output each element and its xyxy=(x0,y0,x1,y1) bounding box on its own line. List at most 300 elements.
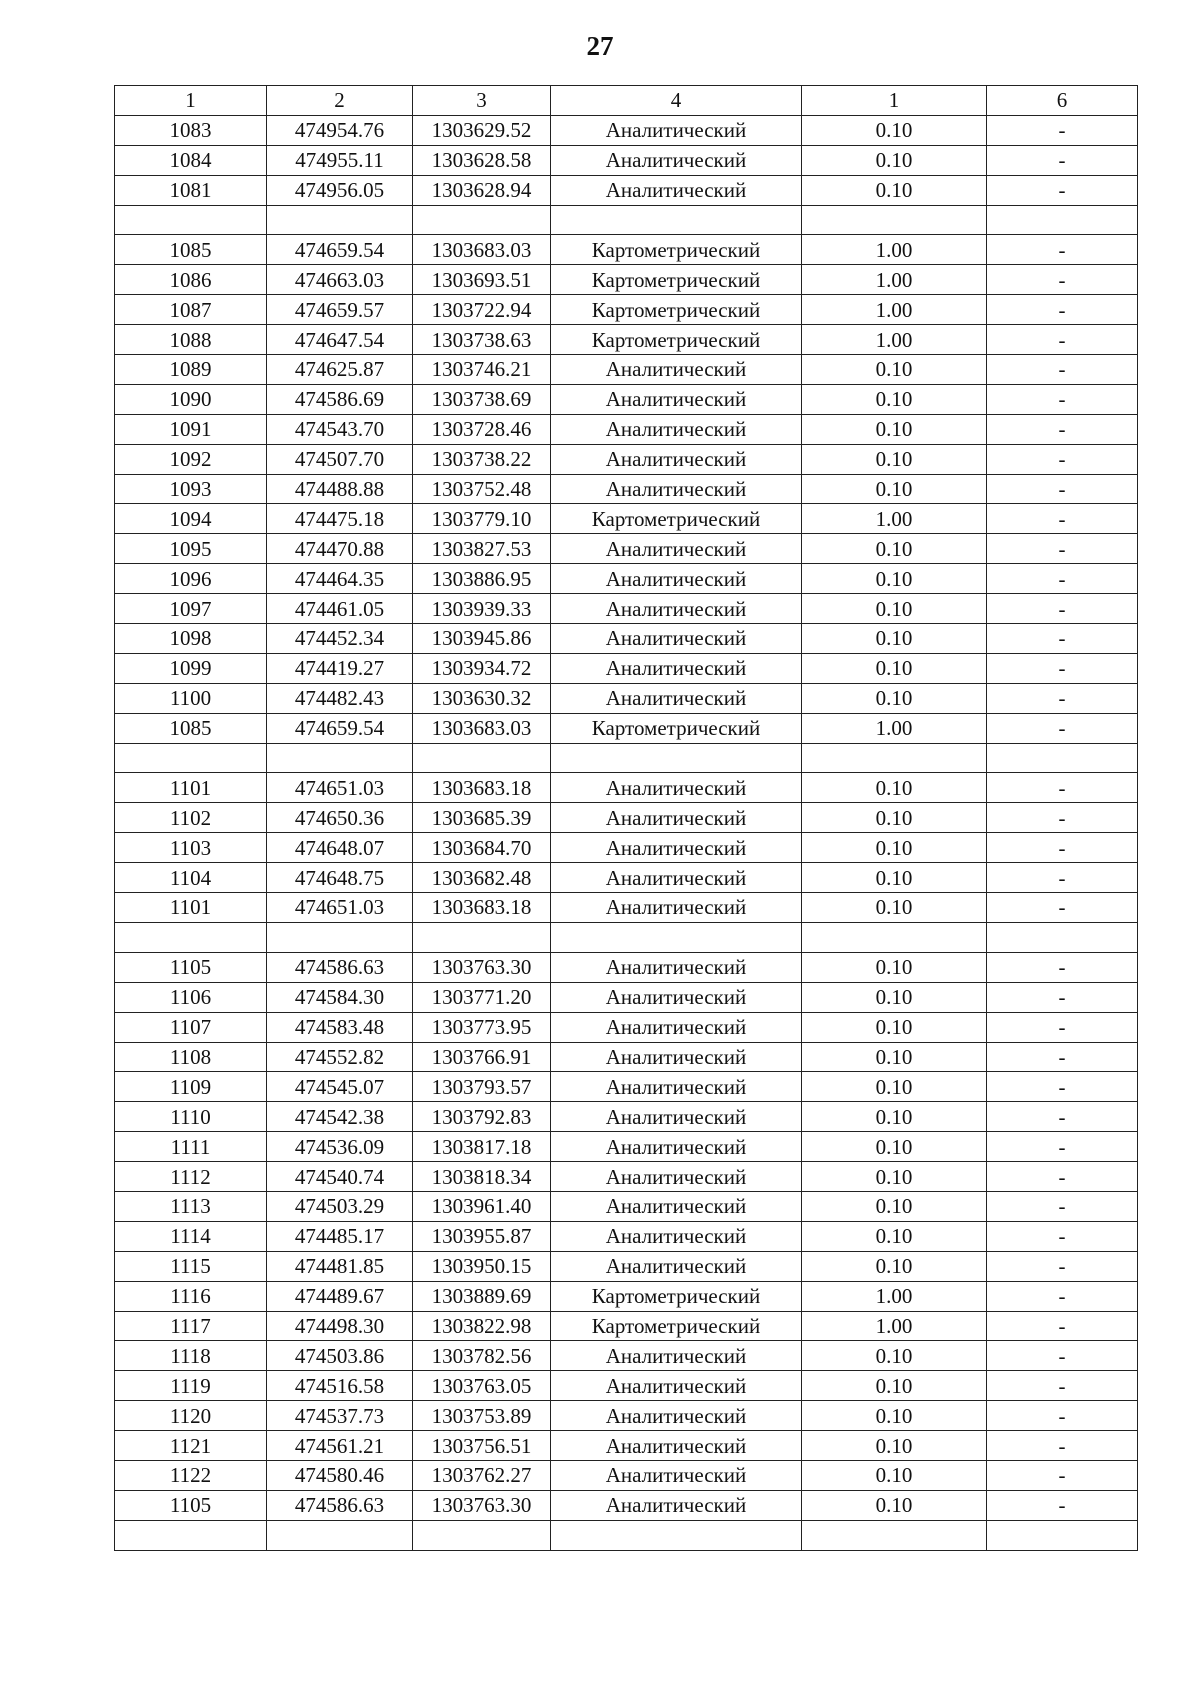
x-coordinate-cell: 474651.03 xyxy=(267,893,413,923)
x-coordinate-cell: 474659.54 xyxy=(267,235,413,265)
y-coordinate-cell: 1303753.89 xyxy=(413,1401,551,1431)
x-coordinate-cell: 474537.73 xyxy=(267,1401,413,1431)
y-coordinate-cell: 1303766.91 xyxy=(413,1042,551,1072)
point-number-cell: 1105 xyxy=(115,1490,267,1520)
description-cell: - xyxy=(987,504,1138,534)
method-cell xyxy=(551,743,802,773)
point-number-cell: 1081 xyxy=(115,175,267,205)
x-coordinate-cell: 474540.74 xyxy=(267,1162,413,1192)
y-coordinate-cell: 1303762.27 xyxy=(413,1460,551,1490)
y-coordinate-cell: 1303738.63 xyxy=(413,325,551,355)
table-row xyxy=(115,1191,1138,1221)
y-coordinate-cell: 1303738.69 xyxy=(413,384,551,414)
method-cell: Аналитический xyxy=(551,1490,802,1520)
description-cell xyxy=(987,1520,1138,1550)
y-coordinate-cell: 1303771.20 xyxy=(413,982,551,1012)
method-cell: Аналитический xyxy=(551,594,802,624)
table-row xyxy=(115,1102,1138,1132)
x-coordinate-cell: 474507.70 xyxy=(267,444,413,474)
table-row xyxy=(115,833,1138,863)
x-coordinate-cell: 474659.57 xyxy=(267,295,413,325)
accuracy-cell: 0.10 xyxy=(802,444,987,474)
table-row xyxy=(115,952,1138,982)
table-row xyxy=(115,1371,1138,1401)
description-cell: - xyxy=(987,1490,1138,1520)
table-row xyxy=(115,1162,1138,1192)
x-coordinate-cell xyxy=(267,743,413,773)
separator-row xyxy=(115,205,1138,235)
description-cell: - xyxy=(987,235,1138,265)
point-number-cell: 1085 xyxy=(115,713,267,743)
y-coordinate-cell: 1303693.51 xyxy=(413,265,551,295)
description-cell: - xyxy=(987,594,1138,624)
x-coordinate-cell: 474485.17 xyxy=(267,1221,413,1251)
method-cell: Аналитический xyxy=(551,863,802,893)
y-coordinate-cell: 1303685.39 xyxy=(413,803,551,833)
x-coordinate-cell: 474475.18 xyxy=(267,504,413,534)
x-coordinate-cell: 474482.43 xyxy=(267,683,413,713)
description-cell: - xyxy=(987,1162,1138,1192)
method-cell: Картометрический xyxy=(551,295,802,325)
y-coordinate-cell: 1303752.48 xyxy=(413,474,551,504)
y-coordinate-cell: 1303818.34 xyxy=(413,1162,551,1192)
x-coordinate-cell: 474580.46 xyxy=(267,1460,413,1490)
table-row xyxy=(115,325,1138,355)
x-coordinate-cell: 474552.82 xyxy=(267,1042,413,1072)
table-row xyxy=(115,235,1138,265)
table-row xyxy=(115,115,1138,145)
accuracy-cell: 0.10 xyxy=(802,1132,987,1162)
y-coordinate-cell: 1303939.33 xyxy=(413,594,551,624)
description-cell: - xyxy=(987,1102,1138,1132)
accuracy-cell: 0.10 xyxy=(802,1162,987,1192)
x-coordinate-cell: 474498.30 xyxy=(267,1311,413,1341)
point-number-cell: 1118 xyxy=(115,1341,267,1371)
y-coordinate-cell: 1303792.83 xyxy=(413,1102,551,1132)
method-cell: Аналитический xyxy=(551,1221,802,1251)
y-coordinate-cell: 1303782.56 xyxy=(413,1341,551,1371)
x-coordinate-cell: 474954.76 xyxy=(267,115,413,145)
description-cell: - xyxy=(987,1042,1138,1072)
description-cell: - xyxy=(987,145,1138,175)
x-coordinate-cell: 474648.07 xyxy=(267,833,413,863)
accuracy-cell: 0.10 xyxy=(802,175,987,205)
y-coordinate-cell xyxy=(413,1520,551,1550)
point-number-cell: 1101 xyxy=(115,893,267,923)
accuracy-cell: 0.10 xyxy=(802,893,987,923)
method-cell: Аналитический xyxy=(551,1162,802,1192)
table-row xyxy=(115,265,1138,295)
table-row xyxy=(115,1042,1138,1072)
method-cell: Аналитический xyxy=(551,982,802,1012)
accuracy-cell: 1.00 xyxy=(802,295,987,325)
x-coordinate-cell: 474503.29 xyxy=(267,1191,413,1221)
accuracy-cell: 1.00 xyxy=(802,504,987,534)
description-cell: - xyxy=(987,1401,1138,1431)
table-body xyxy=(115,115,1138,1550)
method-cell: Аналитический xyxy=(551,1102,802,1132)
description-cell: - xyxy=(987,1132,1138,1162)
coordinates-table xyxy=(114,85,1138,1551)
accuracy-cell: 0.10 xyxy=(802,1401,987,1431)
description-cell: - xyxy=(987,265,1138,295)
x-coordinate-cell xyxy=(267,1520,413,1550)
header-cell-col4: 4 xyxy=(551,86,802,116)
accuracy-cell: 0.10 xyxy=(802,1042,987,1072)
table-row xyxy=(115,773,1138,803)
accuracy-cell xyxy=(802,1520,987,1550)
method-cell: Аналитический xyxy=(551,1431,802,1461)
table-row xyxy=(115,504,1138,534)
description-cell: - xyxy=(987,295,1138,325)
description-cell: - xyxy=(987,1221,1138,1251)
point-number-cell: 1111 xyxy=(115,1132,267,1162)
method-cell: Аналитический xyxy=(551,1401,802,1431)
description-cell: - xyxy=(987,1281,1138,1311)
description-cell: - xyxy=(987,534,1138,564)
description-cell: - xyxy=(987,175,1138,205)
table-row xyxy=(115,295,1138,325)
method-cell: Аналитический xyxy=(551,145,802,175)
y-coordinate-cell: 1303683.03 xyxy=(413,713,551,743)
point-number-cell: 1093 xyxy=(115,474,267,504)
description-cell: - xyxy=(987,474,1138,504)
description-cell: - xyxy=(987,803,1138,833)
accuracy-cell: 0.10 xyxy=(802,1072,987,1102)
description-cell: - xyxy=(987,833,1138,863)
method-cell: Аналитический xyxy=(551,683,802,713)
header-row xyxy=(115,86,1138,116)
accuracy-cell: 0.10 xyxy=(802,624,987,654)
method-cell: Аналитический xyxy=(551,624,802,654)
accuracy-cell: 0.10 xyxy=(802,355,987,385)
point-number-cell: 1122 xyxy=(115,1460,267,1490)
y-coordinate-cell: 1303738.22 xyxy=(413,444,551,474)
x-coordinate-cell: 474543.70 xyxy=(267,414,413,444)
point-number-cell: 1101 xyxy=(115,773,267,803)
accuracy-cell: 0.10 xyxy=(802,1221,987,1251)
point-number-cell: 1114 xyxy=(115,1221,267,1251)
description-cell xyxy=(987,922,1138,952)
method-cell: Аналитический xyxy=(551,564,802,594)
description-cell: - xyxy=(987,683,1138,713)
method-cell: Картометрический xyxy=(551,713,802,743)
point-number-cell: 1109 xyxy=(115,1072,267,1102)
separator-row xyxy=(115,1520,1138,1550)
accuracy-cell xyxy=(802,922,987,952)
table-row xyxy=(115,863,1138,893)
point-number-cell: 1108 xyxy=(115,1042,267,1072)
x-coordinate-cell: 474542.38 xyxy=(267,1102,413,1132)
point-number-cell: 1117 xyxy=(115,1311,267,1341)
y-coordinate-cell: 1303628.58 xyxy=(413,145,551,175)
header-cell-col3: 3 xyxy=(413,86,551,116)
x-coordinate-cell: 474955.11 xyxy=(267,145,413,175)
point-number-cell: 1098 xyxy=(115,624,267,654)
method-cell xyxy=(551,205,802,235)
table-row xyxy=(115,474,1138,504)
y-coordinate-cell xyxy=(413,743,551,773)
accuracy-cell: 0.10 xyxy=(802,803,987,833)
method-cell: Аналитический xyxy=(551,1341,802,1371)
table-row xyxy=(115,594,1138,624)
table-row xyxy=(115,355,1138,385)
method-cell: Аналитический xyxy=(551,534,802,564)
description-cell xyxy=(987,205,1138,235)
y-coordinate-cell: 1303628.94 xyxy=(413,175,551,205)
description-cell: - xyxy=(987,1191,1138,1221)
accuracy-cell: 1.00 xyxy=(802,713,987,743)
description-cell: - xyxy=(987,982,1138,1012)
x-coordinate-cell: 474481.85 xyxy=(267,1251,413,1281)
y-coordinate-cell: 1303683.18 xyxy=(413,893,551,923)
description-cell: - xyxy=(987,893,1138,923)
header-cell-col6: 6 xyxy=(987,86,1138,116)
point-number-cell: 1099 xyxy=(115,653,267,683)
method-cell: Аналитический xyxy=(551,1371,802,1401)
method-cell: Картометрический xyxy=(551,1311,802,1341)
description-cell: - xyxy=(987,1311,1138,1341)
point-number-cell: 1120 xyxy=(115,1401,267,1431)
table-row xyxy=(115,175,1138,205)
accuracy-cell: 0.10 xyxy=(802,384,987,414)
accuracy-cell: 0.10 xyxy=(802,145,987,175)
description-cell: - xyxy=(987,414,1138,444)
method-cell: Аналитический xyxy=(551,384,802,414)
x-coordinate-cell: 474648.75 xyxy=(267,863,413,893)
table-row xyxy=(115,713,1138,743)
point-number-cell xyxy=(115,1520,267,1550)
table-row xyxy=(115,1431,1138,1461)
method-cell: Аналитический xyxy=(551,1042,802,1072)
method-cell: Картометрический xyxy=(551,325,802,355)
x-coordinate-cell: 474419.27 xyxy=(267,653,413,683)
description-cell: - xyxy=(987,624,1138,654)
point-number-cell: 1112 xyxy=(115,1162,267,1192)
description-cell: - xyxy=(987,1371,1138,1401)
description-cell: - xyxy=(987,1341,1138,1371)
point-number-cell: 1092 xyxy=(115,444,267,474)
point-number-cell: 1097 xyxy=(115,594,267,624)
y-coordinate-cell: 1303961.40 xyxy=(413,1191,551,1221)
accuracy-cell: 0.10 xyxy=(802,653,987,683)
accuracy-cell: 0.10 xyxy=(802,594,987,624)
method-cell: Аналитический xyxy=(551,653,802,683)
description-cell: - xyxy=(987,355,1138,385)
method-cell: Аналитический xyxy=(551,115,802,145)
accuracy-cell: 0.10 xyxy=(802,534,987,564)
accuracy-cell: 0.10 xyxy=(802,115,987,145)
y-coordinate-cell: 1303822.98 xyxy=(413,1311,551,1341)
table-row xyxy=(115,982,1138,1012)
description-cell: - xyxy=(987,564,1138,594)
method-cell: Аналитический xyxy=(551,474,802,504)
x-coordinate-cell: 474651.03 xyxy=(267,773,413,803)
x-coordinate-cell: 474647.54 xyxy=(267,325,413,355)
accuracy-cell: 0.10 xyxy=(802,683,987,713)
x-coordinate-cell: 474516.58 xyxy=(267,1371,413,1401)
x-coordinate-cell: 474659.54 xyxy=(267,713,413,743)
point-number-cell: 1091 xyxy=(115,414,267,444)
y-coordinate-cell: 1303773.95 xyxy=(413,1012,551,1042)
point-number-cell: 1088 xyxy=(115,325,267,355)
method-cell: Аналитический xyxy=(551,175,802,205)
table-row xyxy=(115,444,1138,474)
separator-row xyxy=(115,922,1138,952)
point-number-cell: 1100 xyxy=(115,683,267,713)
point-number-cell: 1104 xyxy=(115,863,267,893)
table-row xyxy=(115,624,1138,654)
header-cell-col2: 2 xyxy=(267,86,413,116)
y-coordinate-cell: 1303629.52 xyxy=(413,115,551,145)
y-coordinate-cell: 1303682.48 xyxy=(413,863,551,893)
accuracy-cell xyxy=(802,743,987,773)
table-row xyxy=(115,1401,1138,1431)
accuracy-cell: 0.10 xyxy=(802,1102,987,1132)
point-number-cell: 1102 xyxy=(115,803,267,833)
x-coordinate-cell: 474650.36 xyxy=(267,803,413,833)
method-cell: Аналитический xyxy=(551,1251,802,1281)
method-cell: Картометрический xyxy=(551,265,802,295)
point-number-cell: 1086 xyxy=(115,265,267,295)
accuracy-cell: 0.10 xyxy=(802,863,987,893)
description-cell: - xyxy=(987,1072,1138,1102)
description-cell: - xyxy=(987,1431,1138,1461)
x-coordinate-cell: 474561.21 xyxy=(267,1431,413,1461)
y-coordinate-cell: 1303889.69 xyxy=(413,1281,551,1311)
table-row xyxy=(115,1012,1138,1042)
y-coordinate-cell: 1303722.94 xyxy=(413,295,551,325)
table-row xyxy=(115,683,1138,713)
point-number-cell: 1115 xyxy=(115,1251,267,1281)
accuracy-cell: 1.00 xyxy=(802,235,987,265)
accuracy-cell xyxy=(802,205,987,235)
y-coordinate-cell: 1303779.10 xyxy=(413,504,551,534)
method-cell: Аналитический xyxy=(551,803,802,833)
description-cell: - xyxy=(987,325,1138,355)
point-number-cell xyxy=(115,922,267,952)
point-number-cell: 1089 xyxy=(115,355,267,385)
y-coordinate-cell: 1303683.18 xyxy=(413,773,551,803)
point-number-cell: 1110 xyxy=(115,1102,267,1132)
x-coordinate-cell: 474452.34 xyxy=(267,624,413,654)
accuracy-cell: 0.10 xyxy=(802,564,987,594)
y-coordinate-cell: 1303630.32 xyxy=(413,683,551,713)
y-coordinate-cell: 1303886.95 xyxy=(413,564,551,594)
y-coordinate-cell: 1303763.30 xyxy=(413,1490,551,1520)
method-cell: Аналитический xyxy=(551,1460,802,1490)
description-cell xyxy=(987,743,1138,773)
table-row xyxy=(115,1221,1138,1251)
method-cell: Аналитический xyxy=(551,444,802,474)
point-number-cell: 1107 xyxy=(115,1012,267,1042)
x-coordinate-cell: 474489.67 xyxy=(267,1281,413,1311)
method-cell: Аналитический xyxy=(551,1012,802,1042)
description-cell: - xyxy=(987,773,1138,803)
point-number-cell: 1096 xyxy=(115,564,267,594)
y-coordinate-cell xyxy=(413,205,551,235)
method-cell: Аналитический xyxy=(551,355,802,385)
point-number-cell: 1106 xyxy=(115,982,267,1012)
accuracy-cell: 0.10 xyxy=(802,833,987,863)
y-coordinate-cell: 1303684.70 xyxy=(413,833,551,863)
y-coordinate-cell xyxy=(413,922,551,952)
table-header xyxy=(115,86,1138,116)
table-row xyxy=(115,1460,1138,1490)
x-coordinate-cell: 474663.03 xyxy=(267,265,413,295)
accuracy-cell: 0.10 xyxy=(802,1460,987,1490)
description-cell: - xyxy=(987,1012,1138,1042)
table-row xyxy=(115,1072,1138,1102)
point-number-cell: 1083 xyxy=(115,115,267,145)
table-row xyxy=(115,564,1138,594)
description-cell: - xyxy=(987,713,1138,743)
table-row xyxy=(115,1490,1138,1520)
y-coordinate-cell: 1303756.51 xyxy=(413,1431,551,1461)
x-coordinate-cell: 474586.69 xyxy=(267,384,413,414)
accuracy-cell: 1.00 xyxy=(802,265,987,295)
y-coordinate-cell: 1303683.03 xyxy=(413,235,551,265)
accuracy-cell: 0.10 xyxy=(802,1012,987,1042)
description-cell: - xyxy=(987,1460,1138,1490)
accuracy-cell: 0.10 xyxy=(802,1431,987,1461)
table-row xyxy=(115,653,1138,683)
point-number-cell: 1121 xyxy=(115,1431,267,1461)
x-coordinate-cell: 474956.05 xyxy=(267,175,413,205)
accuracy-cell: 0.10 xyxy=(802,1191,987,1221)
header-cell-col5: 1 xyxy=(802,86,987,116)
point-number-cell: 1103 xyxy=(115,833,267,863)
method-cell: Аналитический xyxy=(551,1072,802,1102)
x-coordinate-cell: 474536.09 xyxy=(267,1132,413,1162)
accuracy-cell: 1.00 xyxy=(802,325,987,355)
x-coordinate-cell: 474470.88 xyxy=(267,534,413,564)
method-cell: Аналитический xyxy=(551,833,802,863)
y-coordinate-cell: 1303763.05 xyxy=(413,1371,551,1401)
description-cell: - xyxy=(987,952,1138,982)
x-coordinate-cell: 474488.88 xyxy=(267,474,413,504)
description-cell: - xyxy=(987,653,1138,683)
point-number-cell xyxy=(115,743,267,773)
accuracy-cell: 1.00 xyxy=(802,1311,987,1341)
point-number-cell xyxy=(115,205,267,235)
x-coordinate-cell: 474625.87 xyxy=(267,355,413,385)
x-coordinate-cell: 474583.48 xyxy=(267,1012,413,1042)
point-number-cell: 1084 xyxy=(115,145,267,175)
y-coordinate-cell: 1303728.46 xyxy=(413,414,551,444)
method-cell: Аналитический xyxy=(551,952,802,982)
x-coordinate-cell xyxy=(267,922,413,952)
method-cell xyxy=(551,922,802,952)
accuracy-cell: 0.10 xyxy=(802,952,987,982)
table-row xyxy=(115,803,1138,833)
method-cell xyxy=(551,1520,802,1550)
description-cell: - xyxy=(987,863,1138,893)
x-coordinate-cell: 474586.63 xyxy=(267,952,413,982)
accuracy-cell: 0.10 xyxy=(802,414,987,444)
method-cell: Картометрический xyxy=(551,504,802,534)
point-number-cell: 1105 xyxy=(115,952,267,982)
table-row xyxy=(115,1281,1138,1311)
method-cell: Аналитический xyxy=(551,414,802,444)
accuracy-cell: 0.10 xyxy=(802,1341,987,1371)
accuracy-cell: 0.10 xyxy=(802,773,987,803)
point-number-cell: 1090 xyxy=(115,384,267,414)
y-coordinate-cell: 1303793.57 xyxy=(413,1072,551,1102)
point-number-cell: 1094 xyxy=(115,504,267,534)
method-cell: Картометрический xyxy=(551,235,802,265)
table-row xyxy=(115,1341,1138,1371)
